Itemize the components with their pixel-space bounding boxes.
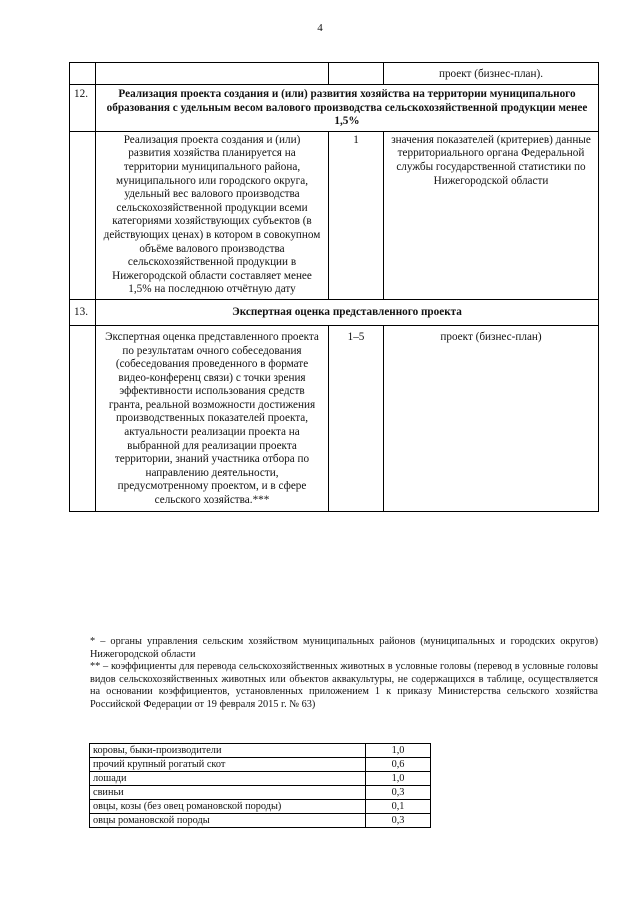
row-number: 12. <box>70 85 96 132</box>
footnotes <box>90 636 598 712</box>
criterion-heading: Реализация проекта создания и (или) развития хозяйства на территории муниципального образования с удельным весом валового производства сельскохозяйственной продукции менее 1,5% <box>96 85 599 132</box>
animal-cell: овцы романовской породы <box>90 814 366 828</box>
criteria-table <box>69 62 599 512</box>
table-cell <box>70 131 96 299</box>
footnote-coefficients: ** – коэффициенты для перевода сельскохозяйственных животных в условные головы (перевод в условные головы видов сельскохозяйственных животных или объектов аквакультуры, не содержащихся в таблице, осуществляется на основании коэффициентов, установленных приложением 1 к приказу Министерства сельского хозяйства Российской Федерации от 19 февраля 2015 г. № 63) <box>90 661 598 710</box>
animal-cell: свиньи <box>90 786 366 800</box>
table-row <box>70 299 599 325</box>
coefficients-table <box>89 743 431 828</box>
coefficient-cell: 0,3 <box>366 814 431 828</box>
source-cell: проект (бизнес-план) <box>384 325 599 511</box>
points-cell: 1 <box>329 131 384 299</box>
page-number: 4 <box>317 22 323 34</box>
coefficient-cell: 0,1 <box>366 800 431 814</box>
table-row <box>90 772 431 786</box>
coefficient-cell: 1,0 <box>366 772 431 786</box>
table-row <box>90 758 431 772</box>
animal-cell: овцы, козы (без овец романовской породы) <box>90 800 366 814</box>
table-row <box>70 85 599 132</box>
coefficient-cell: 0,6 <box>366 758 431 772</box>
row-number: 13. <box>70 299 96 325</box>
points-cell: 1–5 <box>329 325 384 511</box>
table-row <box>90 814 431 828</box>
animal-cell: лошади <box>90 772 366 786</box>
footnote-organs: * – органы управления сельским хозяйством муниципальных районов (муниципальных и городских округов) Нижегородской области <box>90 636 598 660</box>
animal-cell: коровы, быки-производители <box>90 744 366 758</box>
table-cell <box>70 325 96 511</box>
table-cell <box>329 63 384 85</box>
table-row <box>70 325 599 511</box>
table-row <box>70 131 599 299</box>
table-row <box>90 800 431 814</box>
criterion-description: Реализация проекта создания и (или) развития хозяйства планируется на территории муниципального района, муниципального или городского округа, удельный вес валового производства сельскохозяйственной продукции всеми категориями хозяйствующих субъектов (в действующих ценах) в котором в совокупном объёме валового производства сельскохозяйственной продукции в Нижегородской области составляет менее 1,5% на последнюю отчётную дату <box>96 131 329 299</box>
criterion-description: Экспертная оценка представленного проекта по результатам очного собеседования (собеседования проведенного в формате видео-конференц связи) с точки зрения эффективности использования средств гранта, реальной возможности достижения производственных показателей проекта, актуальности реализации проекта на выбранной для реализации проекта территории, знаний участника отбора по направлению деятельности, предусмотренному проектом, и в сфере сельского хозяйства.*** <box>96 325 329 511</box>
table-row <box>90 744 431 758</box>
table-row <box>90 786 431 800</box>
source-cell: проект (бизнес-план). <box>384 63 599 85</box>
table-cell <box>96 63 329 85</box>
table-row <box>70 63 599 85</box>
coefficient-cell: 0,3 <box>366 786 431 800</box>
criterion-heading: Экспертная оценка представленного проекта <box>96 299 599 325</box>
table-cell <box>70 63 96 85</box>
coefficient-cell: 1,0 <box>366 744 431 758</box>
animal-cell: прочий крупный рогатый скот <box>90 758 366 772</box>
source-cell: значения показателей (критериев) данные территориального органа Федеральной службы государственной статистики по Нижегородской области <box>384 131 599 299</box>
